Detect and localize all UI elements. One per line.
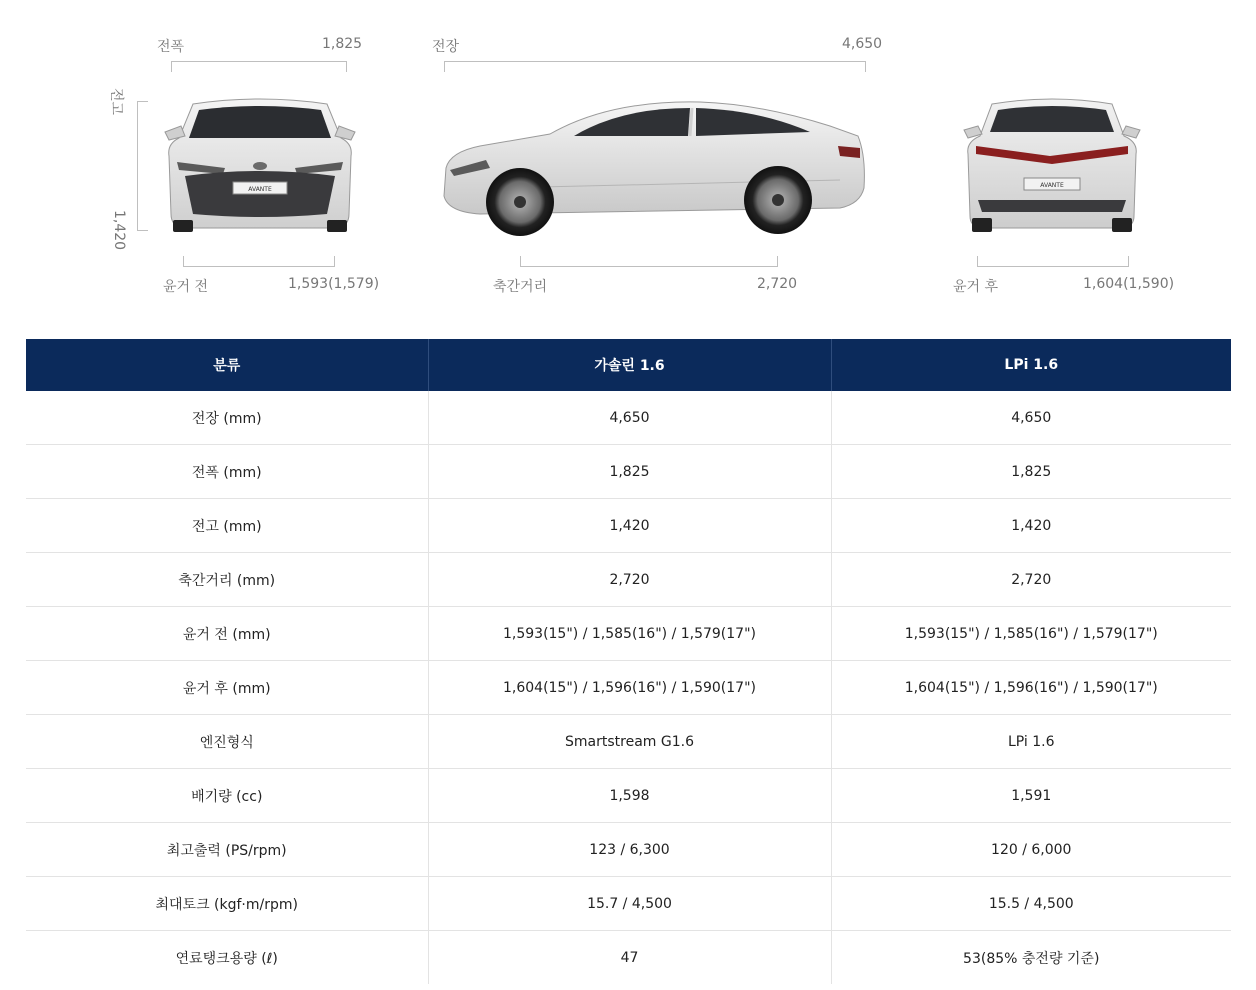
table-row (26, 661, 1231, 715)
gasoline-value: 15.7 / 4,500 (428, 877, 831, 931)
width-bracket (171, 61, 347, 72)
gasoline-value: 4,650 (428, 391, 831, 445)
front-plate-text: AVANTE (248, 186, 272, 193)
front-track-label: 윤거 전 (163, 279, 209, 295)
gasoline-value: 47 (428, 931, 831, 985)
rear-track-label: 윤거 후 (953, 279, 999, 295)
row-label: 전고 (mm) (26, 499, 428, 553)
row-label: 연료탱크용량 (ℓ) (175, 950, 278, 967)
rear-plate-text: AVANTE (1040, 182, 1064, 189)
gasoline-value: 1,593(15") / 1,585(16") / 1,579(17") (428, 607, 831, 661)
row-label: 축간거리 (mm) (26, 553, 428, 607)
spec-table (26, 339, 1231, 984)
row-label: 최고출력 (PS/rpm) (26, 823, 428, 877)
lpi-value: 2,720 (831, 553, 1231, 607)
width-value: 1,825 (322, 36, 363, 52)
gasoline-value: 123 / 6,300 (428, 823, 831, 877)
lpi-value: 1,825 (831, 445, 1231, 499)
table-row (26, 445, 1231, 499)
table-row (26, 877, 1231, 931)
rear-track-bracket (977, 256, 1129, 267)
gasoline-value: 1,604(15") / 1,596(16") / 1,590(17") (428, 661, 831, 715)
front-track-value: 1,593(1,579) (288, 276, 380, 292)
row-label: 최대토크 (kgf·m/rpm) (26, 877, 428, 931)
gasoline-value: 1,825 (428, 445, 831, 499)
row-label: 엔진형식 (26, 715, 428, 769)
lpi-value: 15.5 / 4,500 (831, 877, 1231, 931)
row-label: 전폭 (mm) (26, 445, 428, 499)
row-label: 전장 (mm) (26, 391, 428, 445)
length-value: 4,650 (842, 36, 883, 52)
wheelbase-bracket (520, 256, 778, 267)
header-category: 분류 (26, 339, 428, 391)
table-row (26, 553, 1231, 607)
row-label: 배기량 (cc) (26, 769, 428, 823)
row-label: 윤거 전 (mm) (26, 607, 428, 661)
lpi-value: 4,650 (831, 391, 1231, 445)
gasoline-value: Smartstream G1.6 (428, 715, 831, 769)
wheelbase-value: 2,720 (757, 276, 798, 292)
header-gasoline: 가솔린 1.6 (428, 339, 831, 391)
lpi-value: 1,591 (831, 769, 1231, 823)
dimension-figure (0, 0, 1256, 320)
car-side-image (440, 96, 870, 238)
table-row (26, 391, 1231, 445)
length-bracket (444, 61, 866, 72)
table-row (26, 715, 1231, 769)
lpi-value: 1,593(15") / 1,585(16") / 1,579(17") (831, 607, 1231, 661)
table-row (26, 769, 1231, 823)
car-front-image (163, 96, 357, 236)
lpi-value: 53(85% 충전량 기준) (831, 931, 1231, 985)
table-row (26, 823, 1231, 877)
table-row (26, 607, 1231, 661)
gasoline-value: 1,420 (428, 499, 831, 553)
lpi-value: 1,604(15") / 1,596(16") / 1,590(17") (831, 661, 1231, 715)
lpi-value: LPi 1.6 (831, 715, 1231, 769)
width-label: 전폭 (157, 39, 185, 55)
gasoline-value: 2,720 (428, 553, 831, 607)
lpi-value: 1,420 (831, 499, 1231, 553)
wheelbase-label: 축간거리 (493, 279, 548, 295)
table-row (26, 931, 1231, 985)
lpi-value: 120 / 6,000 (831, 823, 1231, 877)
car-rear-image (962, 96, 1142, 236)
front-track-bracket (183, 256, 335, 267)
height-value: 1,420 (111, 210, 127, 251)
rear-track-value: 1,604(1,590) (1083, 276, 1175, 292)
row-label: 윤거 후 (mm) (26, 661, 428, 715)
length-label: 전장 (432, 39, 460, 55)
height-label: 전고 (108, 88, 124, 116)
gasoline-value: 1,598 (428, 769, 831, 823)
table-header-row (26, 339, 1231, 391)
height-bracket (137, 101, 148, 231)
header-lpi: LPi 1.6 (831, 339, 1231, 391)
table-row (26, 499, 1231, 553)
